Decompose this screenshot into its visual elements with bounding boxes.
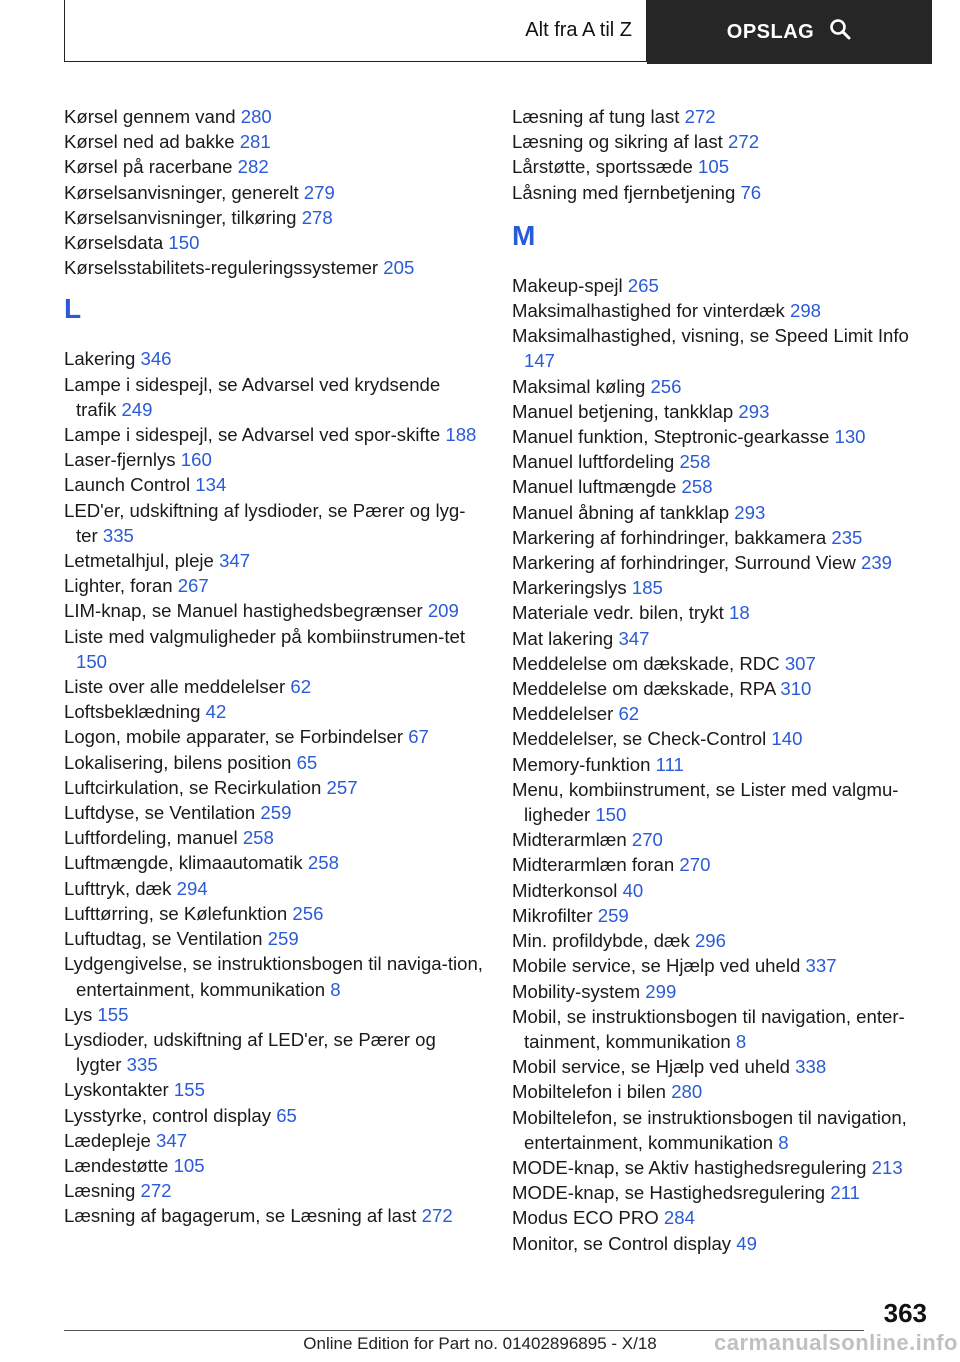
index-entry: [512, 298, 932, 323]
page-link[interactable]: 239: [861, 552, 893, 574]
page-link[interactable]: 259: [267, 928, 299, 950]
index-entry-text: Lædepleje: [64, 1129, 151, 1151]
lookup-tab[interactable]: [647, 0, 932, 64]
section-tab[interactable]: [64, 0, 647, 62]
index-entry-text: Logon, mobile apparater, se Forbindelser: [64, 726, 404, 748]
index-entry: [512, 1079, 932, 1104]
index-entry: [64, 1103, 484, 1128]
index-entry: [512, 626, 932, 651]
page-link[interactable]: 155: [97, 1003, 129, 1025]
index-entry: [512, 154, 932, 179]
index-entry: [64, 850, 484, 875]
index-entry: [512, 852, 932, 877]
index-entry: [64, 750, 484, 775]
index-entry: [512, 651, 932, 676]
page-link[interactable]: 211: [830, 1182, 860, 1204]
index-entry-text: Manuel åbning af tankklap: [512, 501, 730, 523]
index-entry-text: Liste med valgmuligheder på kombiinstrumen-tet: [64, 625, 465, 647]
index-entry: [64, 775, 484, 800]
page-link[interactable]: 278: [301, 206, 333, 228]
index-entry-text: Lufttryk, dæk: [64, 877, 172, 899]
index-entry: [512, 1004, 932, 1054]
page-link[interactable]: 140: [771, 728, 803, 750]
page-link[interactable]: 105: [173, 1154, 205, 1176]
page-link[interactable]: 249: [121, 398, 153, 420]
index-entry-text: Lokalisering, bilens position: [64, 751, 292, 773]
page-link[interactable]: 335: [126, 1054, 158, 1076]
page-link[interactable]: 258: [679, 451, 711, 473]
index-entry-text: Liste over alle meddelelser: [64, 676, 286, 698]
index-entry: [64, 1128, 484, 1153]
index-column-left: [64, 104, 484, 1229]
page-link[interactable]: 259: [597, 904, 629, 926]
page-link[interactable]: 347: [618, 627, 650, 649]
page-link[interactable]: 272: [421, 1205, 453, 1227]
index-entry: [512, 1180, 932, 1205]
index-entry: [64, 1203, 484, 1228]
page-link[interactable]: 338: [795, 1056, 827, 1078]
index-entry-text: Maksimalhastighed for vinterdæk: [512, 300, 785, 322]
index-entry: [64, 372, 484, 422]
index-entry: [512, 928, 932, 953]
lookup-label: OPSLAG: [726, 20, 815, 43]
index-entry: [64, 825, 484, 850]
index-entry-text: Mobil, se instruktionsbogen til navigation, enter-tainment, kommunikation: [512, 1005, 905, 1052]
index-entry: [64, 255, 484, 280]
index-entry: [512, 777, 932, 827]
index-letter-heading: L: [64, 293, 82, 325]
index-entry: [64, 573, 484, 598]
page-link[interactable]: 49: [736, 1232, 757, 1254]
index-entry: [64, 926, 484, 951]
index-entry: [64, 1077, 484, 1102]
page-link[interactable]: 8: [330, 978, 341, 1000]
index-entry: [512, 374, 932, 399]
index-entry-text: Lighter, foran: [64, 575, 173, 597]
index-entry: [512, 500, 932, 525]
page-link[interactable]: 42: [205, 701, 227, 723]
index-entry-text: Luftmængde, klimaautomatik: [64, 852, 303, 874]
page-link[interactable]: 299: [645, 980, 677, 1002]
index-entry: [64, 901, 484, 926]
index-entry: [512, 525, 932, 550]
index-entry-text: Luftfordeling, manuel: [64, 827, 238, 849]
page-link[interactable]: 188: [445, 424, 477, 446]
index-entry: [64, 129, 484, 154]
page-link[interactable]: 272: [140, 1180, 172, 1202]
index-entry-text: Mobile service, se Hjælp ved uheld: [512, 955, 801, 977]
page-link[interactable]: 258: [681, 476, 713, 498]
index-entry-text: Læsning af tung last: [512, 106, 680, 127]
page-link[interactable]: 130: [834, 426, 866, 448]
index-entry-text: Mat lakering: [512, 627, 614, 649]
index-entry-text: Luftudtag, se Ventilation: [64, 928, 263, 950]
index-entry-text: Manuel luftfordeling: [512, 451, 675, 473]
page-link[interactable]: 256: [292, 902, 324, 924]
watermark: carmanualsonline.info: [714, 1330, 958, 1355]
index-entry-text: LED'er, udskiftning af lysdioder, se Pærer og lyg-ter: [64, 499, 466, 546]
index-entry: [64, 674, 484, 699]
index-entry: [64, 699, 484, 724]
index-entry-text: Lydgengivelse, se instruktionsbogen til naviga-tion, entertainment, kommunikation: [64, 953, 483, 1000]
page-link[interactable]: 265: [627, 274, 659, 296]
index-entry-text: Læsning og sikring af last: [512, 131, 723, 153]
index-entry: [512, 323, 932, 373]
page-link[interactable]: 284: [663, 1207, 695, 1229]
page-link[interactable]: 67: [408, 726, 429, 748]
index-entry-text: Læsning af bagagerum, se Læsning af last: [64, 1205, 417, 1227]
index-entry-text: Lakering: [64, 348, 136, 370]
index-entry: [512, 449, 932, 474]
page-link[interactable]: 279: [303, 181, 335, 203]
index-entry: [512, 575, 932, 600]
index-entry-text: Kørsel ned ad bakke: [64, 131, 235, 153]
index-entry: [64, 180, 484, 205]
index-entry-text: Manuel betjening, tankklap: [512, 400, 734, 422]
index-entry-text: Markeringslys: [512, 577, 627, 599]
search-icon: [828, 17, 852, 47]
index-entry: [512, 979, 932, 1004]
page-link[interactable]: 209: [427, 600, 459, 622]
index-entry-text: Manuel luftmængde: [512, 476, 677, 498]
index-entry-text: Lårstøtte, sportssæde: [512, 156, 693, 178]
index-entry-text: Lys: [64, 1003, 93, 1025]
index-entry: [64, 598, 484, 623]
index-entry-text: Lampe i sidespejl, se Advarsel ved spor-skifte: [64, 424, 441, 446]
index-entry-text: Laser-fjernlys: [64, 449, 176, 471]
index-entry: [512, 129, 932, 154]
section-title: Alt fra A til Z: [525, 19, 632, 41]
index-entry: [64, 346, 484, 371]
page-link[interactable]: 160: [180, 449, 212, 471]
index-entry: [512, 903, 932, 928]
index-entry: [64, 548, 484, 573]
page-link[interactable]: 213: [871, 1156, 903, 1178]
page-link[interactable]: 294: [176, 877, 208, 899]
index-entry-text: Mikrofilter: [512, 904, 593, 926]
page-link[interactable]: 258: [307, 852, 339, 874]
index-entry-text: Manuel funktion, Steptronic-gearkasse: [512, 426, 830, 448]
index-entry-text: Læsning: [64, 1180, 136, 1202]
index-entry-text: LIM-knap, se Manuel hastighedsbegrænser: [64, 600, 423, 622]
page-link[interactable]: 8: [735, 1030, 747, 1052]
index-entry: [512, 752, 932, 777]
index-entry-text: Luftcirkulation, se Recirkulation: [64, 776, 322, 798]
index-entry-text: Lysstyrke, control display: [64, 1104, 272, 1126]
page-link[interactable]: 272: [728, 131, 760, 153]
index-column-right: [512, 104, 932, 1256]
index-entry: [512, 827, 932, 852]
index-entry-text: Markering af forhindringer, Surround View: [512, 552, 856, 574]
index-entry: [64, 1153, 484, 1178]
index-entry: [64, 205, 484, 230]
index-entry: [64, 498, 484, 548]
index-entry: [512, 273, 932, 298]
page-link[interactable]: 337: [805, 955, 837, 977]
index-entry-text: Launch Control: [64, 474, 191, 496]
index-letter-heading: M: [512, 219, 536, 251]
page-link[interactable]: 8: [778, 1131, 789, 1153]
index-entry-text: Mobiltelefon, se instruktionsbogen til navigation, entertainment, kommunikation: [512, 1106, 907, 1153]
index-entry: [512, 180, 932, 205]
index-entry: [64, 1027, 484, 1077]
index-entry: [512, 953, 932, 978]
index-entry-text: Lampe i sidespejl, se Advarsel ved krydsende trafik: [64, 373, 441, 420]
page-link[interactable]: 65: [296, 751, 318, 773]
page-link[interactable]: 267: [177, 575, 209, 597]
index-entry-text: Mobiltelefon i bilen: [512, 1081, 667, 1103]
index-entry-text: Kørselsanvisninger, tilkøring: [64, 206, 297, 228]
page-link[interactable]: 293: [738, 400, 770, 422]
index-entry: [512, 474, 932, 499]
page-number: 363: [883, 1298, 927, 1328]
index-entry: [512, 424, 932, 449]
index-entry: [512, 726, 932, 751]
index-entry: [64, 230, 484, 255]
page-link[interactable]: 310: [780, 678, 812, 700]
index-entry: [512, 1205, 932, 1230]
index-entry: [64, 624, 484, 674]
index-entry-text: Kørsel gennem vand: [64, 106, 236, 127]
index-entry-text: Midterarmlæn foran: [512, 854, 675, 876]
page-link[interactable]: 147: [524, 350, 556, 372]
index-entry-text: Meddelelser, se Check-Control: [512, 728, 767, 750]
index-entry-text: Markering af forhindringer, bakkamera: [512, 526, 827, 548]
index-entry: [512, 600, 932, 625]
index-entry: [512, 1231, 932, 1256]
index-entry: [64, 800, 484, 825]
page-link[interactable]: 270: [679, 854, 711, 876]
page-link[interactable]: 134: [195, 474, 227, 496]
page-link[interactable]: 62: [290, 676, 312, 698]
index-entry-text: Mobility-system: [512, 980, 641, 1002]
index-entry: [512, 1155, 932, 1180]
page-link[interactable]: 307: [784, 652, 816, 674]
index-entry-text: Låsning med fjernbetjening: [512, 181, 736, 203]
page-link[interactable]: 298: [790, 300, 822, 322]
index-entry-text: Kørselsanvisninger, generelt: [64, 181, 299, 203]
index-entry-text: MODE-knap, se Aktiv hastighedsregulering: [512, 1156, 867, 1178]
page-link[interactable]: 18: [729, 602, 750, 624]
page-link[interactable]: 346: [140, 348, 172, 370]
page-link[interactable]: 281: [239, 131, 271, 153]
page-link[interactable]: 282: [237, 156, 269, 178]
index-entry-text: Maksimalhastighed, visning, se Speed Limit Info: [512, 325, 909, 347]
index-entry: [64, 951, 484, 1001]
index-entry-text: Meddelelser: [512, 703, 614, 725]
page-link[interactable]: 259: [260, 802, 292, 824]
index-entry-text: Luftdyse, se Ventilation: [64, 802, 256, 824]
index-entry-text: Monitor, se Control display: [512, 1232, 732, 1254]
index-entry-text: Materiale vedr. bilen, trykt: [512, 602, 724, 624]
index-entry: [64, 154, 484, 179]
index-entry-text: Lysdioder, udskiftning af LED'er, se Pærer og lygter: [64, 1028, 436, 1076]
page-link[interactable]: 40: [622, 879, 644, 901]
index-entry: [512, 104, 932, 129]
page-link[interactable]: 155: [173, 1079, 205, 1101]
index-entry: [512, 1105, 932, 1155]
index-entry: [512, 676, 932, 701]
page-link[interactable]: 150: [76, 650, 108, 672]
index-entry: [512, 1054, 932, 1079]
index-entry: [512, 701, 932, 726]
page-link[interactable]: 335: [102, 524, 134, 546]
index-entry: [64, 472, 484, 497]
index-entry-text: Midterarmlæn: [512, 829, 627, 851]
index-entry: [64, 1002, 484, 1027]
page-link[interactable]: 280: [240, 106, 272, 127]
index-entry-text: Lyskontakter: [64, 1079, 169, 1101]
page-link[interactable]: 150: [595, 804, 627, 826]
page-link[interactable]: 205: [383, 257, 415, 279]
page-link[interactable]: 347: [219, 550, 251, 572]
index-entry: [64, 104, 484, 129]
index-entry-text: Kørsel på racerbane: [64, 156, 233, 178]
page-link[interactable]: 258: [242, 827, 274, 849]
page-link[interactable]: 257: [326, 776, 358, 798]
index-entry-text: Lufttørring, se Kølefunktion: [64, 902, 288, 924]
page-link[interactable]: 256: [650, 375, 682, 397]
page-link[interactable]: 150: [168, 232, 200, 254]
page-link[interactable]: 272: [684, 106, 716, 127]
index-entry-text: Letmetalhjul, pleje: [64, 550, 214, 572]
index-entry: [512, 878, 932, 903]
page-header: [64, 0, 932, 64]
page-link[interactable]: 280: [671, 1081, 703, 1103]
page-link[interactable]: 62: [618, 703, 640, 725]
index-entry-text: Kørselsstabilitets-reguleringssystemer: [64, 257, 379, 279]
page-link[interactable]: 296: [694, 930, 726, 952]
index-entry: [64, 422, 484, 447]
page-link[interactable]: 185: [631, 577, 663, 599]
index-entry: [64, 447, 484, 472]
index-entry-text: Memory-funktion: [512, 753, 651, 775]
index-entry-text: Mobil service, se Hjælp ved uheld: [512, 1056, 790, 1078]
page-link[interactable]: 270: [631, 829, 663, 851]
index-entry: [512, 550, 932, 575]
index-entry-text: Midterkonsol: [512, 879, 618, 901]
page-link[interactable]: 76: [740, 181, 762, 203]
index-entry: [64, 1178, 484, 1203]
index-entry-text: Meddelelse om dækskade, RDC: [512, 652, 780, 674]
page-link[interactable]: 235: [831, 526, 863, 548]
index-entry-text: Min. profildybde, dæk: [512, 930, 690, 952]
index-entry-text: Menu, kombiinstrument, se Lister med valgmu-ligheder: [512, 778, 899, 826]
index-entry: [64, 876, 484, 901]
page-link[interactable]: 65: [276, 1104, 297, 1126]
index-entry-text: MODE-knap, se Hastighedsregulering: [512, 1182, 826, 1204]
index-entry-text: Modus ECO PRO: [512, 1207, 659, 1229]
index-entry-text: Kørselsdata: [64, 232, 164, 254]
index-entry: [512, 399, 932, 424]
edition-text: Online Edition for Part no. 01402896895 - X/18: [303, 1334, 657, 1353]
index-entry-text: Lændestøtte: [64, 1154, 169, 1176]
index-entry-text: Meddelelse om dækskade, RPA: [512, 678, 776, 700]
index-entry-text: Maksimal køling: [512, 375, 646, 397]
page-link[interactable]: 347: [156, 1129, 188, 1151]
page-link[interactable]: 105: [698, 156, 730, 178]
index-entry: [64, 724, 484, 749]
page-link[interactable]: 293: [734, 501, 766, 523]
index-entry-text: Makeup-spejl: [512, 274, 623, 296]
index-entry-text: Loftsbeklædning: [64, 701, 201, 723]
page-link[interactable]: 111: [655, 753, 684, 775]
